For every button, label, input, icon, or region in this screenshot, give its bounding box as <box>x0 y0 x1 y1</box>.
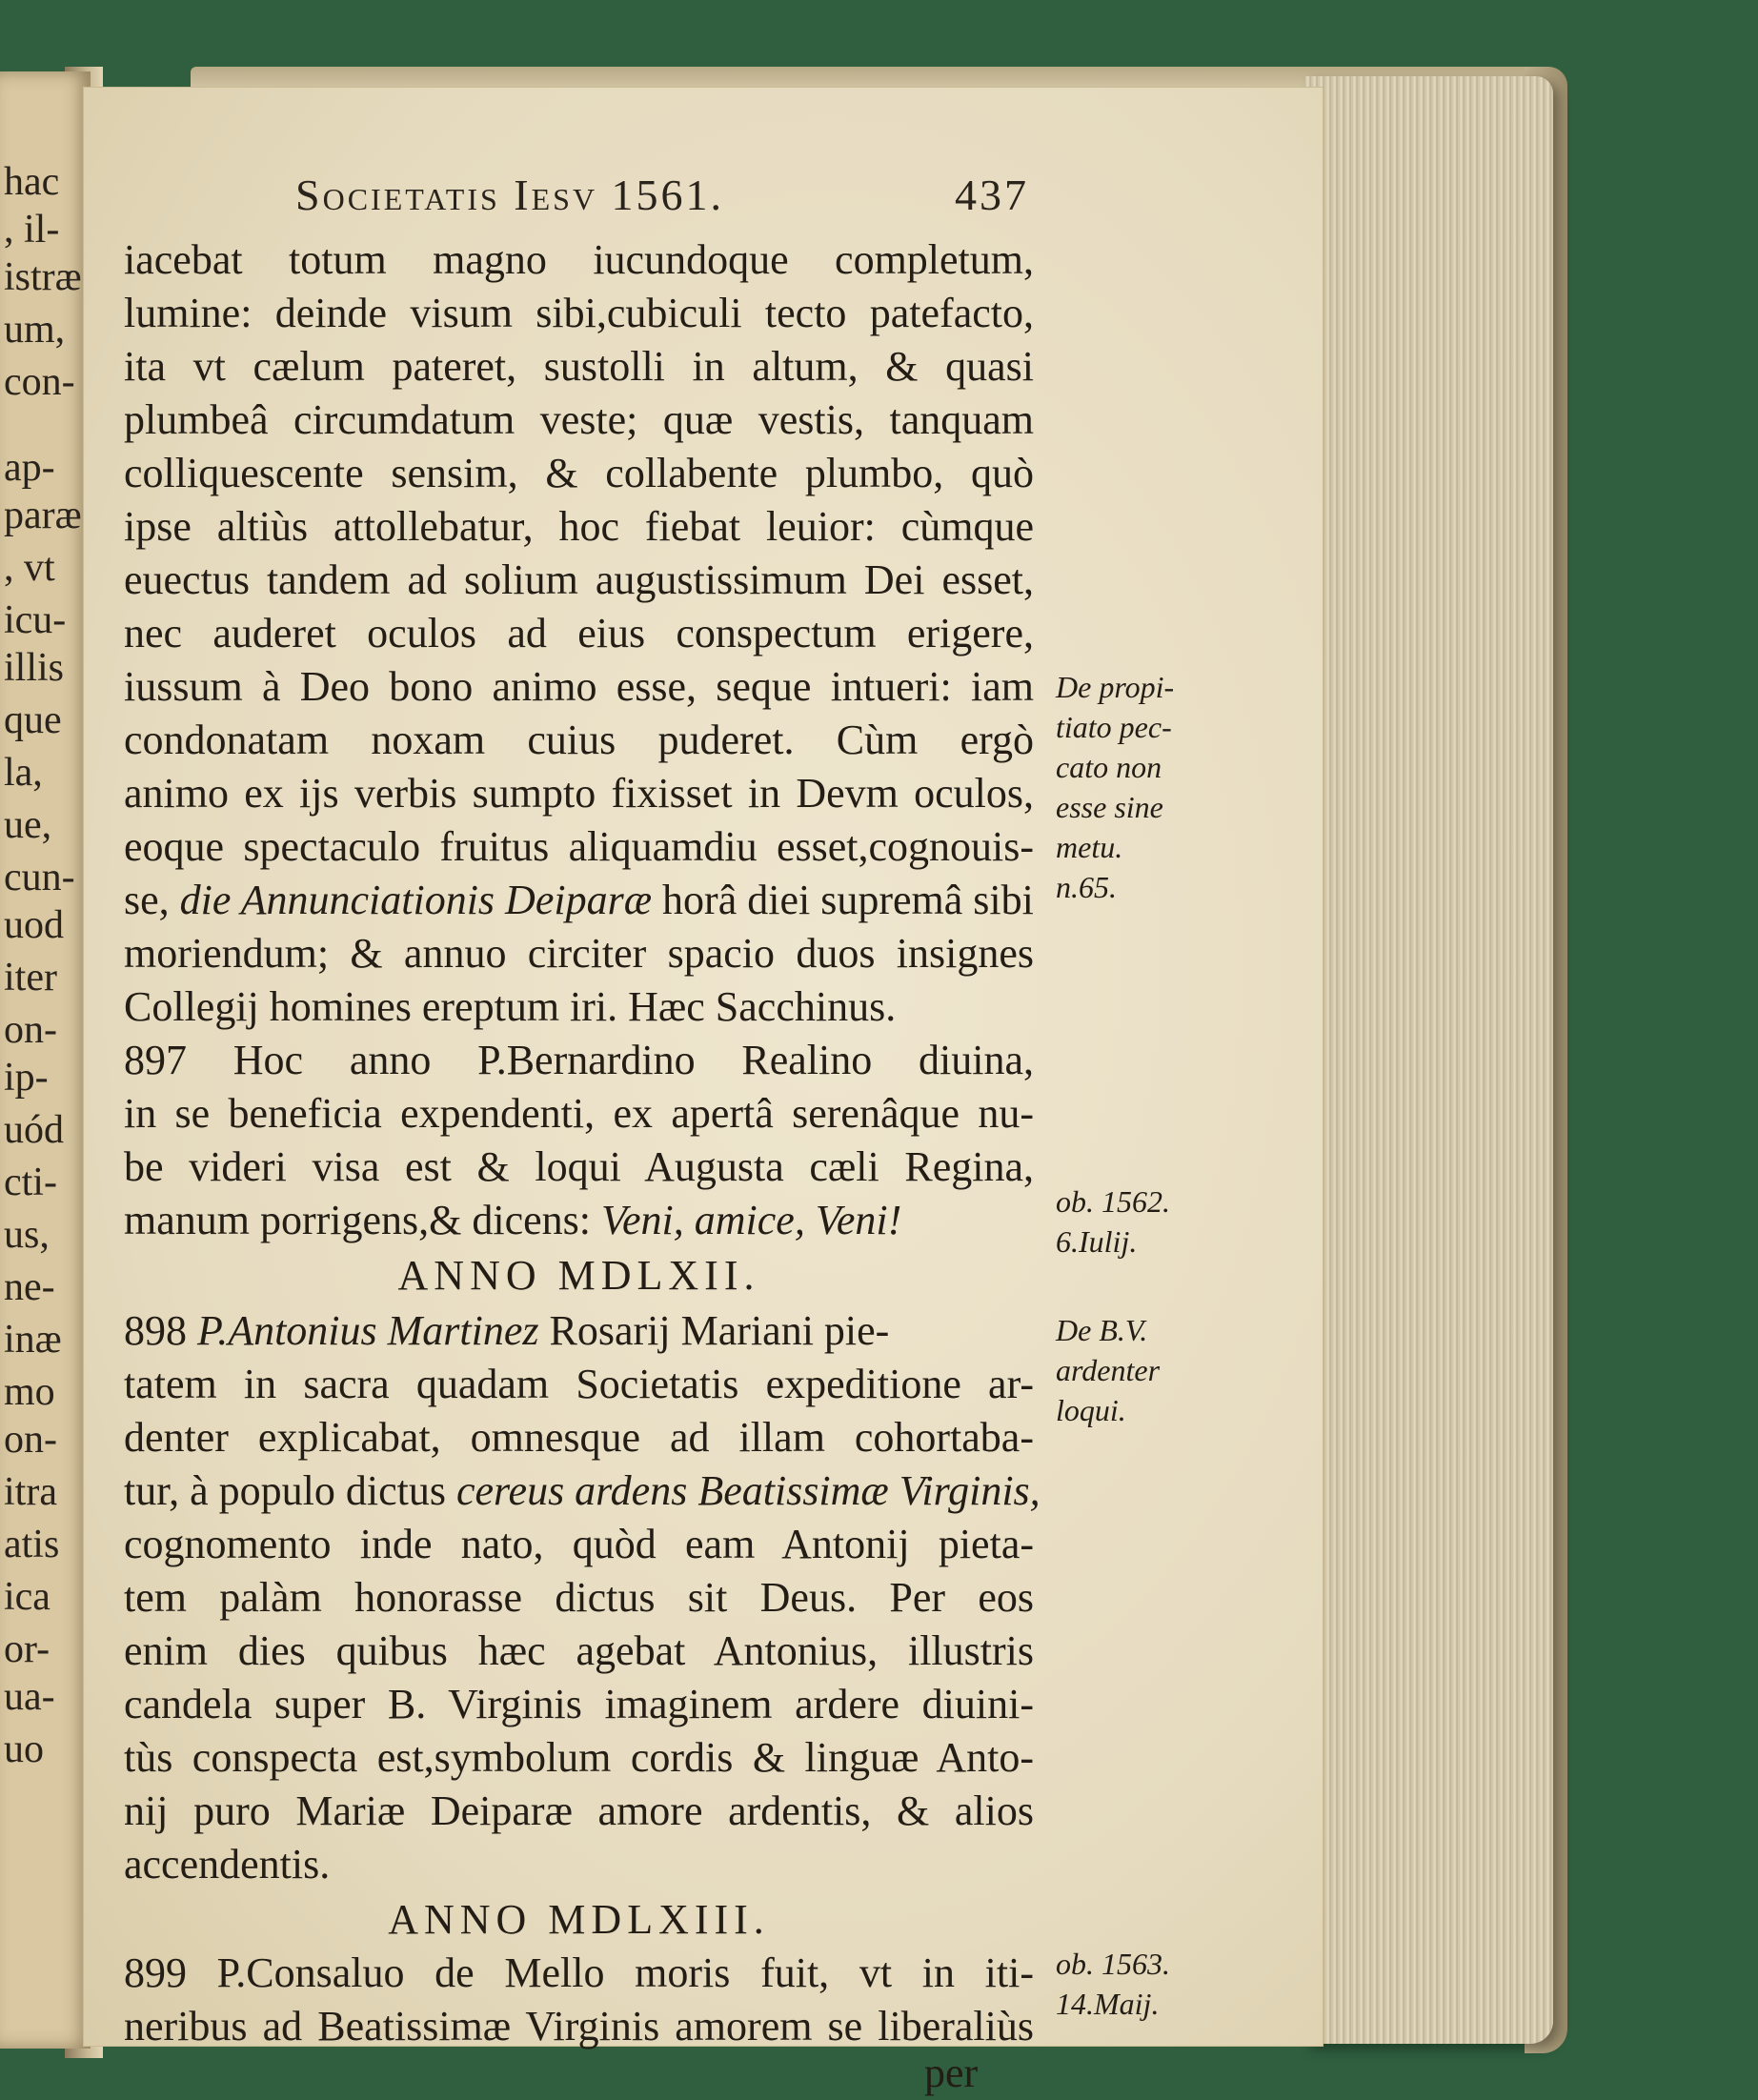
left-page-fragment: que <box>4 698 62 742</box>
margin-note-ob-1563 <box>1056 1944 1218 2024</box>
text-line: plumbeâ circumdatum veste; quæ vestis, tanquam <box>124 396 1034 443</box>
left-page-fragment: ap- <box>4 446 55 490</box>
text-run: manum porrigens,& dicens: <box>124 1197 602 1243</box>
left-page-fragment: hac <box>4 160 60 204</box>
left-page-fragment: ue, <box>4 803 52 847</box>
text-line: eoque spectaculo fruitus aliquamdiu esset,cognouis- <box>124 823 1034 870</box>
left-page-fragment: um, <box>4 308 66 352</box>
running-header <box>295 170 1029 227</box>
margin-note-line: tiato pec- <box>1056 710 1172 744</box>
text-run: se, <box>124 877 180 923</box>
text-line: Collegij homines ereptum iri. Hæc Sacchinus. <box>124 983 897 1030</box>
margin-note-line: 14.Maij. <box>1056 1987 1160 2021</box>
left-page-fragment: ica <box>4 1575 51 1619</box>
left-page-fragment: ne- <box>4 1265 55 1309</box>
margin-note-line: ardenter <box>1056 1353 1161 1387</box>
left-page-fragment: illis <box>4 646 65 690</box>
left-page-fragment: on- <box>4 1008 57 1052</box>
left-page-fragment: cun- <box>4 856 75 899</box>
text-run: Rosarij Mariani pie- <box>538 1307 890 1354</box>
text-line: cognomento inde nato, quòd eam Antonij pieta- <box>124 1521 1034 1567</box>
text-line: tùs conspecta est,symbolum cordis & linguæ Anto- <box>124 1734 1034 1781</box>
left-page-fragment: inæ <box>4 1318 62 1362</box>
left-page-fragment: uód <box>4 1108 64 1152</box>
margin-note-line: loqui. <box>1056 1393 1126 1427</box>
catchword: per <box>924 2050 979 2096</box>
margin-note-line: De B.V. <box>1056 1313 1148 1347</box>
left-page-edge <box>0 71 91 2049</box>
text-line: be videri visa est & loqui Augusta cæli Regina, <box>124 1143 1034 1190</box>
left-page-fragment: , vt <box>4 546 55 590</box>
paragraph-899-line: 899 P.Consaluo de Mello moris fuit, vt in iti- <box>124 1949 1034 1996</box>
left-page-fragment: mo <box>4 1370 55 1414</box>
text-line: tatem in sacra quadam Societatis expeditione ar- <box>124 1361 1034 1407</box>
text-line: animo ex ijs verbis sumpto fixisset in Devm oculos, <box>124 770 1034 817</box>
text-line <box>124 1464 1041 1518</box>
year-heading-1563: ANNO MDLXIII. <box>388 1896 770 1943</box>
text-line: denter explicabat, omnesque ad illam cohortaba- <box>124 1414 1034 1461</box>
text-line: iussum à Deo bono animo esse, seque intueri: iam <box>124 663 1034 710</box>
left-page-fragment: con- <box>4 360 75 404</box>
left-page-fragment: itra <box>4 1470 57 1514</box>
left-page-fragment: atis <box>4 1523 60 1566</box>
text-line: nec auderet oculos ad eius conspectum erigere, <box>124 610 1034 656</box>
margin-note-line: metu. <box>1056 830 1123 864</box>
left-page-fragment: on- <box>4 1418 57 1462</box>
page-number: 437 <box>955 171 1029 219</box>
paragraph-897-line: 897 Hoc anno P.Bernardino Realino diuina, <box>124 1037 1034 1083</box>
margin-note-line: ob. 1563. <box>1056 1947 1170 1981</box>
text-line: enim dies quibus hæc agebat Antonius, illustris <box>124 1627 1034 1674</box>
italic-text-run: Veni, amice, Veni! <box>601 1197 902 1243</box>
margin-note-line: esse sine <box>1056 790 1163 824</box>
text-line: in se beneficia expendenti, ex apertâ serenâque nu- <box>124 1090 1034 1137</box>
left-page-fragment: la, <box>4 751 43 795</box>
text-line: tem palàm honorasse dictus sit Deus. Per eos <box>124 1574 1034 1621</box>
left-page-fragment: uod <box>4 903 64 947</box>
text-line: iacebat totum magno iucundoque completum, <box>124 236 1034 283</box>
text-line <box>124 874 1034 927</box>
italic-text-run: die Annunciationis Deiparæ <box>179 877 653 923</box>
italic-text-run: cereus ardens Beatissimæ Virginis, <box>455 1467 1041 1514</box>
left-page-fragment: us, <box>4 1213 50 1257</box>
running-title: Societatis Iesv 1561. <box>295 171 725 219</box>
left-page-fragment: paræ <box>4 494 82 537</box>
year-heading-1562: ANNO MDLXII. <box>397 1252 760 1299</box>
page-fore-edge <box>1305 76 1553 2044</box>
margin-note-propitiato <box>1056 667 1218 907</box>
text-line: lumine: deinde visum sibi,cubiculi tecto patefacto, <box>124 290 1034 336</box>
left-page-fragment: , il- <box>4 208 60 252</box>
margin-note-de-bv <box>1056 1310 1218 1430</box>
text-line: euectus tandem ad solium augustissimum Dei esset, <box>124 556 1034 603</box>
margin-note-line: n.65. <box>1056 870 1117 904</box>
text-line: ita vt cælum pateret, sustolli in altum, & quasi <box>124 343 1034 390</box>
margin-note-line: ob. 1562. <box>1056 1184 1170 1219</box>
text-run: horâ diei supremâ sibi <box>652 877 1034 923</box>
left-page-fragment: istræ <box>4 255 82 299</box>
margin-note-ob-1562 <box>1056 1181 1218 1262</box>
text-run: tur, à populo dictus <box>124 1467 456 1514</box>
left-page-fragment: ua- <box>4 1675 55 1719</box>
text-line: moriendum; & annuo circiter spacio duos insignes <box>124 930 1034 977</box>
left-page-fragment: ip- <box>4 1056 49 1100</box>
left-page-fragment: or- <box>4 1627 51 1671</box>
text-line: neribus ad Beatissimæ Virginis amorem se liberaliùs <box>124 2003 1034 2050</box>
text-line: colliquescente sensim, & collabente plumbo, quò <box>124 450 1034 496</box>
left-page-fragment: iter <box>4 956 57 1000</box>
paragraph-898-line <box>124 1304 1034 1358</box>
left-page-fragment: uo <box>4 1727 44 1771</box>
margin-note-line: cato non <box>1056 750 1162 784</box>
italic-text-run: P.Antonius Martinez <box>197 1307 539 1354</box>
text-line: condonatam noxam cuius puderet. Cùm ergò <box>124 717 1034 763</box>
text-line: accendentis. <box>124 1841 331 1888</box>
margin-note-line: 6.Iulij. <box>1056 1224 1138 1259</box>
text-run: 898 <box>124 1307 197 1354</box>
text-line: ipse altiùs attollebatur, hoc fiebat leuior: cùmque <box>124 503 1034 550</box>
text-line <box>124 1194 1034 1247</box>
text-line: nij puro Mariæ Deiparæ amore ardentis, & alios <box>124 1787 1034 1834</box>
left-page-fragment: cti- <box>4 1161 57 1204</box>
text-line: candela super B. Virginis imaginem ardere diuini- <box>124 1681 1034 1727</box>
margin-note-line: De propi- <box>1056 670 1175 704</box>
left-page-fragment: icu- <box>4 598 67 642</box>
